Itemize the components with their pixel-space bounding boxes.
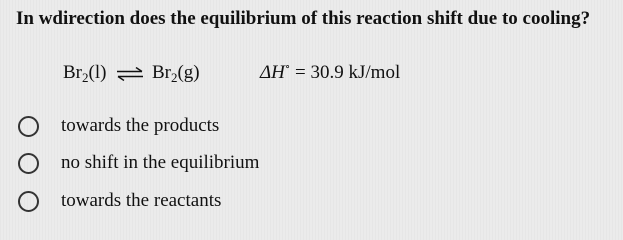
option-label: towards the reactants: [61, 190, 222, 211]
product-state: (g): [177, 62, 200, 83]
equilibrium-arrows-icon: [116, 67, 144, 81]
option-label: no shift in the equilibrium: [61, 152, 260, 173]
reactant-formula: Br: [63, 62, 82, 83]
answer-option-towards-reactants[interactable]: [18, 188, 221, 214]
reactant-state: (l): [88, 62, 107, 83]
question-text: In wdirection does the equilibrium of this reaction shift due to cooling?: [16, 8, 591, 29]
radio-button[interactable]: [18, 191, 39, 212]
enthalpy-symbol: ΔH: [260, 62, 285, 83]
radio-button[interactable]: [18, 116, 39, 137]
reactant-subscript: 2: [82, 70, 89, 85]
reaction-equation: [63, 60, 200, 86]
standard-state-degree: ∘: [284, 61, 291, 73]
enthalpy-value: 30.9: [310, 62, 344, 83]
enthalpy-unit: kJ/mol: [348, 62, 401, 83]
answer-option-no-shift[interactable]: [18, 150, 259, 176]
radio-button[interactable]: [18, 153, 39, 174]
answer-option-towards-products[interactable]: [18, 113, 219, 139]
option-label: towards the products: [61, 115, 220, 136]
enthalpy-expression: [260, 60, 400, 86]
product-formula: Br: [151, 62, 171, 83]
equals-sign: =: [295, 62, 306, 83]
product-subscript: 2: [170, 70, 178, 85]
